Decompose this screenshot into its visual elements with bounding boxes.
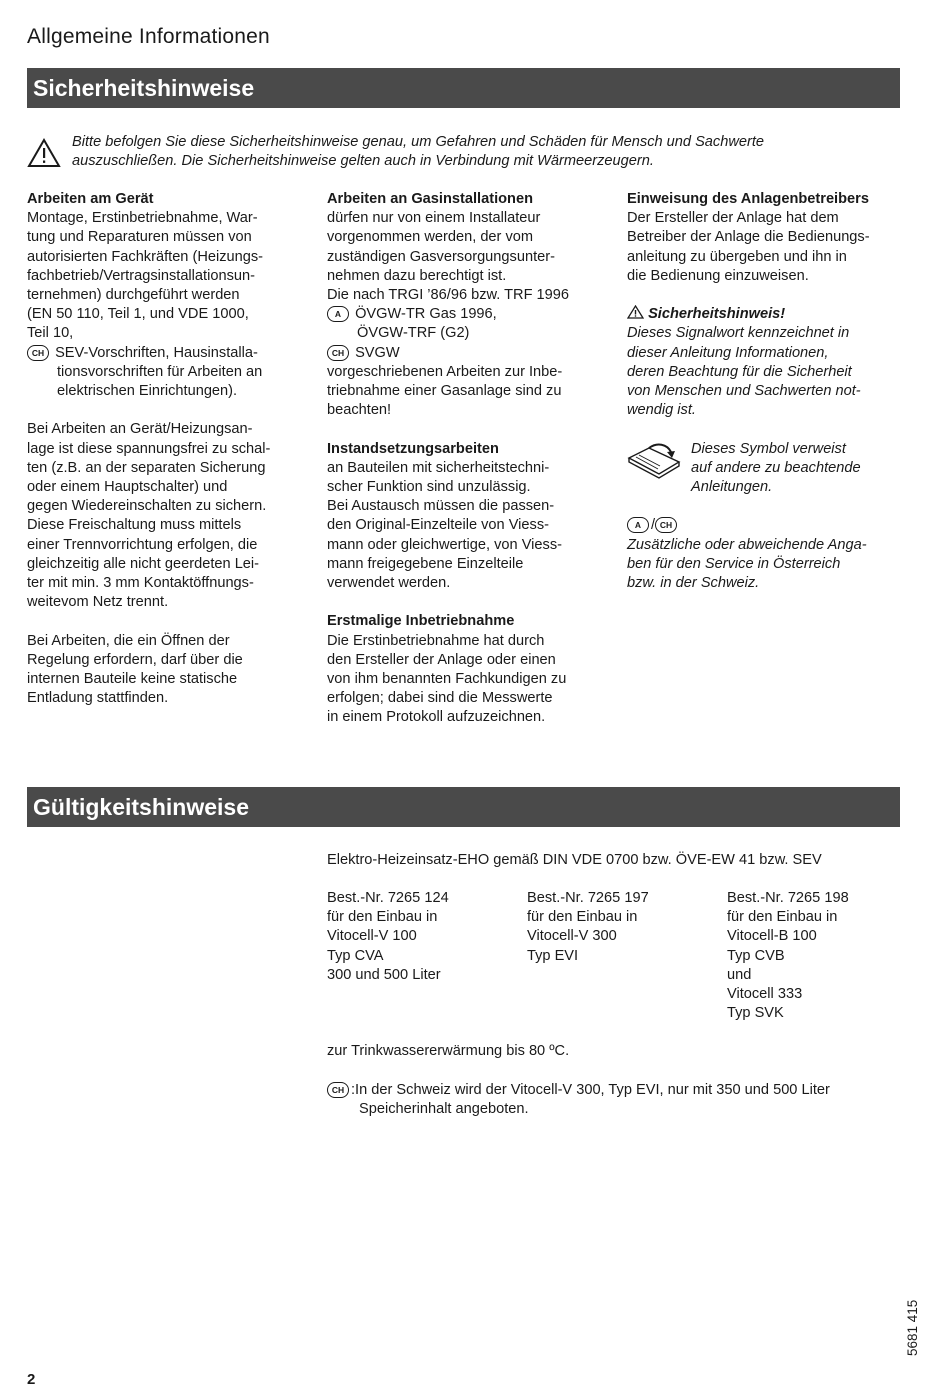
small-warning-triangle-icon <box>627 305 644 319</box>
heading-gasinstallationen: Arbeiten an Gasinstallationen <box>327 191 533 207</box>
ch-country-badge: CH <box>27 345 49 361</box>
page-number: 2 <box>27 1371 36 1388</box>
ch-country-badge: CH <box>327 1082 349 1098</box>
section-title-gueltigkeitshinweise: Gültigkeitshinweise <box>27 787 900 827</box>
column-gasinstallationen: Arbeiten an Gasinstallationen dürfen nur von einem Installateur vorgenommen werden, der vom zuständigen Gasversorgungsunter- nehmen dazu berechtigt ist. Die nach TRGI ’86/96 bzw. TRF 1996 A ÖVGW-TR Gas 1996, ÖVGW-TRF (G2) CH SVGW vorgeschriebenen Arbeiten zur Inbe- triebnahme einer Gasanlage sind zu beachten! Instandsetzungsarbeiten an Bauteilen mit sicherheitstechni- scher Funktion sind unzulässig. Bei Austausch müssen die passen- den Original-Einzelteile von Viess- mann oder gleichwertige, von Viess- mann freigegebene Einzelteile verwendet werden. Erstmalige Inbetriebnahme Die Erstinbetriebnahme hat durch den Ersteller der Anlage oder einen von ihm benannten Fachkundigen zu erfolgen; dabei sind die Messwerte in einem Protokoll aufzuzeichnen. <box>327 190 612 728</box>
ch-country-badge: CH <box>327 345 349 361</box>
heading-instandsetzungsarbeiten: Instandsetzungsarbeiten <box>327 440 499 457</box>
warning-triangle-icon <box>27 138 61 168</box>
signal-word-heading: Sicherheitshinweis! <box>627 305 912 324</box>
validity-column-3: Best.-Nr. 7265 198 für den Einbau in Vitocell-B 100 Typ CVB und Vitocell 333 Typ SVK <box>727 890 849 1022</box>
heading-arbeiten-am-geraet: Arbeiten am Gerät <box>27 191 154 207</box>
column-arbeiten-am-geraet: Arbeiten am Gerät Montage, Erstinbetriebnahme, War- tung und Reparaturen müssen von autorisierten Fachkräften (Heizungs- fachbetrieb/Vertragsinstallationsun- ternehmen) durchgeführt werden (EN 50 110, Teil 1, und VDE 1000, Teil 10, CH SEV-Vorschriften, Hausinstalla- tionsvorschriften für Arbeiten an elektrischen Einrichtungen). Bei Arbeiten an Gerät/Heizungsan- lage ist diese spannungsfrei zu schal- ten (z.B. an der separaten Sicherung oder einem Hauptschalter) und gegen Wiedereinschalten zu sichern. Diese Freischaltung muss mittels einer Trennvorrichtung erfolgen, die gleichzeitig alle nicht geerdeten Lei- ter mit min. 3 mm Kontaktöffnungs- weitevom Netz trennt. Bei Arbeiten, die ein Öffnen der Regelung erfordern, darf über die internen Bauteile keine statische Entladung stattfinden. <box>27 190 312 708</box>
column-einweisung: Einweisung des Anlagenbetreibers Der Ersteller der Anlage hat dem Betreiber der Anlage die Bedienungs- anleitung zu übergeben und ihn in die Bedienung einzuweisen. Sicherheitshinweis! Dieses Signalwort kennzeichnet in dieser Anleitung Informationen, deren Beachtung für die Sicherheit von Menschen und Sachwerten not- wendig ist. Dieses Symbol verweist auf andere zu beachtende Anleitungen. A / CH Zusätzliche oder abweichende Anga- ben für den Service in Österreich bzw. in der Schweiz. <box>627 190 912 593</box>
validity-column-2: Best.-Nr. 7265 197 für den Einbau in Vitocell-V 300 Typ EVI <box>527 890 649 964</box>
a-country-badge: A <box>327 306 349 322</box>
a-country-badge: A <box>627 517 649 533</box>
heading-einweisung: Einweisung des Anlagenbetreibers <box>627 191 869 207</box>
validity-intro: Elektro-Heizeinsatz-EHO gemäß DIN VDE 0700 bzw. ÖVE-EW 41 bzw. SEV <box>327 852 822 868</box>
page-header: Allgemeine Informationen <box>27 25 270 48</box>
section-title-sicherheitshinweise: Sicherheitshinweise <box>27 68 900 108</box>
validity-column-1: Best.-Nr. 7265 124 für den Einbau in Vitocell-V 100 Typ CVA 300 und 500 Liter <box>327 890 449 983</box>
document-number: 5681 415 <box>905 1299 920 1356</box>
ch-validity-note: CH :In der Schweiz wird der Vitocell-V 300, Typ EVI, nur mit 350 und 500 Liter Speicherinhalt angeboten. <box>327 1081 830 1119</box>
book-reference-icon <box>627 440 683 486</box>
warning-intro-text: Bitte befolgen Sie diese Sicherheitshinweise genau, um Gefahren und Schäden für Mensch und Sachwerte auszuschließen. Die Sicherheitshinweise gelten auch in Verbindung mit Wärmeerzeugern. <box>72 134 765 170</box>
heading-erstmalige-inbetriebnahme: Erstmalige Inbetriebnahme <box>327 613 515 630</box>
ch-country-badge: CH <box>655 517 677 533</box>
trinkwasser-note: zur Trinkwassererwärmung bis 80 ºC. <box>327 1043 570 1059</box>
